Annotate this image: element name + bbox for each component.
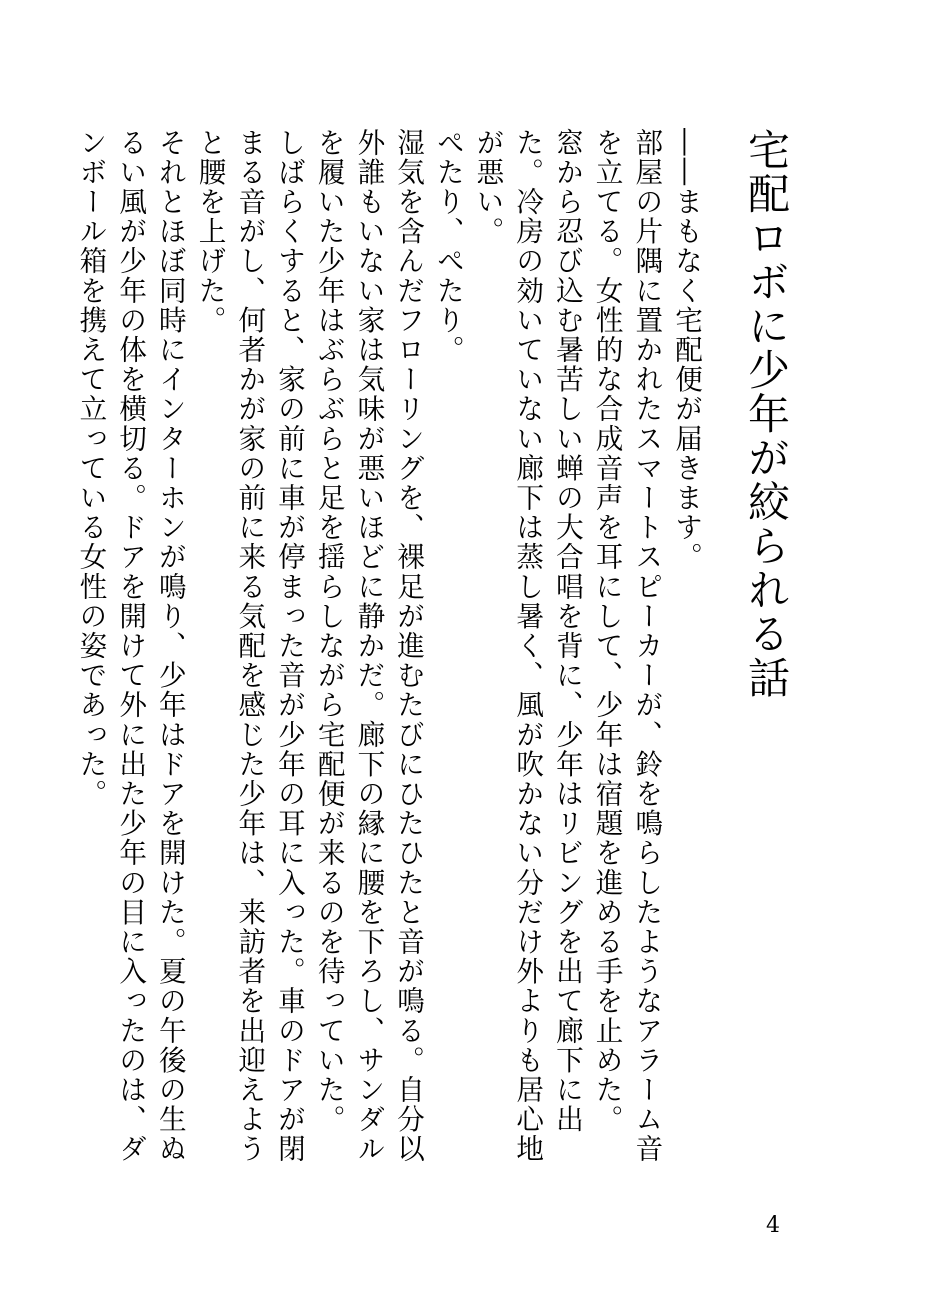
paragraph: それとほぼ同時にインターホンが鳴り、少年はドアを開けた。夏の午後の生ぬるい風が少年の体を横切る。ドアを開けて外に出た少年の目に入ったのは、ダンボール箱を携えて立っている女性の姿であった。 (74, 128, 187, 1164)
paragraph: しばらくすると、家の前に車が停まった音が少年の耳に入った。車のドアが閉まる音がし、何者かが家の前に来る気配を感じた少年は、来訪者を出迎えようと腰を上げた。 (193, 128, 306, 1164)
paragraph: 湿気を含んだフローリングを、裸足が進むたびにひたひたと音が鳴る。自分以外誰もいない家は気味が悪いほどに静かだ。廊下の縁に腰を下ろし、サンダルを履いた少年はぶらぶらと足を揺らしながら宅配便が来るのを待っていた。 (312, 128, 426, 1164)
paragraph: ――まもなく宅配便が届きます。 (670, 128, 703, 572)
paragraph: ぺたり、ぺたり。 (431, 128, 465, 365)
page-number: 4 (766, 1213, 780, 1238)
body-text (71, 128, 706, 1188)
paragraph: 部屋の片隅に置かれたスマートスピーカーが、鈴を鳴らしたようなアラーム音を立てる。女性的な合成音声を耳にして、少年は宿題を進める手を止めた。 (590, 128, 664, 1164)
page-title: 宅配ロボに少年が絞られる話 (742, 128, 791, 700)
paragraph: 窓から忍び込む暑苦しい蝉の大合唱を背に、少年はリビングを出て廊下に出た。冷房の効いていない廊下は蒸し暑く、風が吹かない分だけ外よりも居心地が悪い。 (471, 128, 584, 1164)
